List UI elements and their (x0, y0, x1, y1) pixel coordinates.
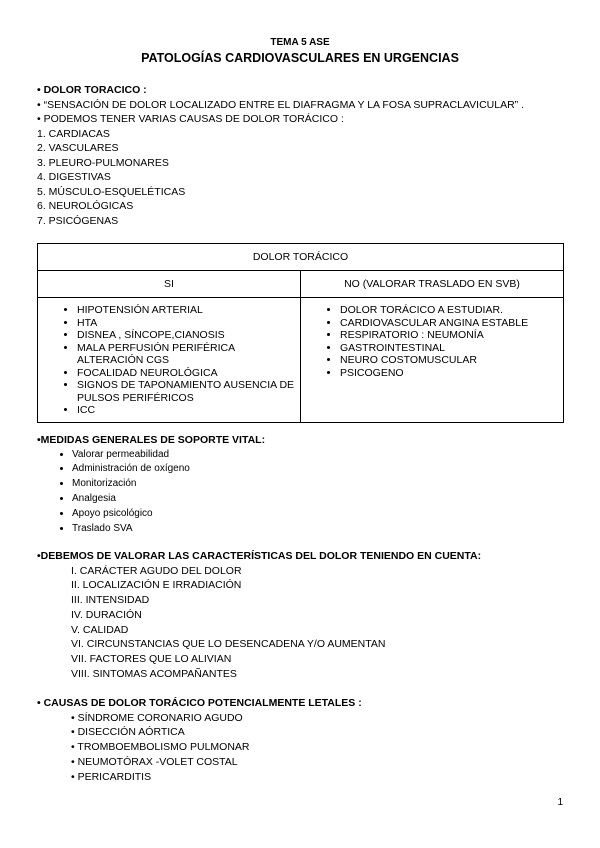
list-item: • TROMBOEMBOLISMO PULMONAR (71, 741, 250, 754)
section-heading-dolor: • DOLOR TORACICO : (37, 84, 147, 96)
letales-list (37, 711, 362, 785)
si-list (39, 304, 299, 417)
list-item: VIII. SINTOMAS ACOMPAÑANTES (71, 668, 237, 681)
list-item: • SIGNOS DE TAPONAMIENTO AUSENCIA DE PULSOS PERIFÉRICOS (77, 379, 299, 404)
causes-list (37, 127, 524, 229)
no-list (302, 304, 562, 379)
list-item: • Traslado SVA (72, 522, 265, 537)
list-item: 1. CARDIACAS (37, 127, 110, 140)
list-item: I. CARÁCTER AGUDO DEL DOLOR (71, 564, 242, 577)
list-item: • FOCALIDAD NEUROLÓGICA (77, 367, 299, 380)
list-item: • MALA PERFUSIÓN PERIFÉRICA ALTERACIÓN CGS (77, 342, 299, 367)
list-item: • NEUMOTÓRAX -VOLET COSTAL (71, 755, 238, 768)
section-heading-medidas: •MEDIDAS GENERALES DE SOPORTE VITAL: (37, 434, 266, 446)
caracteristicas-section (37, 549, 481, 682)
list-item: V. CALIDAD (71, 623, 129, 636)
causes-intro: • PODEMOS TENER VARIAS CAUSAS DE DOLOR TORÁCICO : (37, 113, 344, 125)
topic-label: TEMA 5 ASE (270, 37, 330, 48)
list-item: • Valorar permeabilidad (72, 448, 265, 463)
list-item: • RESPIRATORIO : NEUMONÍA (340, 329, 562, 342)
list-item: IV. DURACIÓN (71, 608, 142, 621)
list-item: • NEURO COSTOMUSCULAR (340, 354, 562, 367)
letales-section (37, 696, 362, 784)
list-item: II. LOCALIZACIÓN E IRRADIACIÓN (71, 579, 242, 592)
list-item: • Analgesia (72, 492, 265, 507)
table-cell-si (38, 298, 301, 423)
list-item: • GASTROINTESTINAL (340, 342, 562, 355)
section-heading-letales: • CAUSAS DE DOLOR TORÁCICO POTENCIALMENTE LETALES : (37, 697, 362, 709)
section-heading-caracteristicas: •DEBEMOS DE VALORAR LAS CARACTERÍSTICAS DEL DOLOR TENIENDO EN CUENTA: (37, 550, 482, 562)
list-item: 3. PLEURO-PULMONARES (37, 156, 169, 169)
page-title: PATOLOGÍAS CARDIOVASCULARES EN URGENCIAS (141, 51, 459, 65)
list-item: • DISNEA , SÍNCOPE,CIANOSIS (77, 329, 299, 342)
list-item: 4. DIGESTIVAS (37, 171, 111, 183)
list-item: • Apoyo psicológico (72, 507, 265, 522)
list-item: 5. MÚSCULO-ESQUELÉTICAS (37, 185, 186, 198)
list-item: • ICC (77, 404, 299, 417)
list-item: • HIPOTENSIÓN ARTERIAL (77, 304, 299, 317)
list-item: • PERICARDITIS (71, 770, 152, 783)
list-item: • DOLOR TORÁCICO A ESTUDIAR. (340, 304, 562, 317)
list-item: 6. NEUROLÓGICAS (37, 200, 134, 212)
list-item: • SÍNDROME CORONARIO AGUDO (71, 711, 243, 724)
list-item: • CARDIOVASCULAR ANGINA ESTABLE (340, 317, 562, 330)
dolor-toracico-table (37, 243, 564, 423)
list-item: • Monitorización (72, 477, 265, 492)
medidas-section (37, 433, 265, 537)
list-item: • HTA (77, 317, 299, 330)
list-item: 7. PSICÓGENAS (37, 214, 119, 227)
list-item: • Administración de oxígeno (72, 462, 265, 477)
list-item: • DISECCIÓN AÓRTICA (71, 726, 185, 739)
table-cell-no (301, 298, 564, 423)
list-item: • PSICOGENO (340, 367, 562, 380)
list-item: III. INTENSIDAD (71, 594, 150, 607)
list-item: VI. CIRCUNSTANCIAS QUE LO DESENCADENA Y/O AUMENTAN (71, 638, 386, 651)
dolor-toracico-section (37, 83, 524, 228)
table-header-si: SI (38, 271, 301, 298)
list-item: VII. FACTORES QUE LO ALIVIAN (71, 653, 232, 666)
table-title: DOLOR TORÁCICO (38, 244, 564, 271)
table-header-no: NO (VALORAR TRASLADO EN SVB) (301, 271, 564, 298)
definition-text: • “SENSACIÓN DE DOLOR LOCALIZADO ENTRE EL DIAFRAGMA Y LA FOSA SUPRACLAVICULAR” . (37, 98, 524, 111)
page-number: 1 (557, 797, 563, 808)
caracteristicas-list (37, 564, 481, 682)
list-item: 2. VASCULARES (37, 142, 119, 154)
medidas-list (37, 448, 265, 537)
